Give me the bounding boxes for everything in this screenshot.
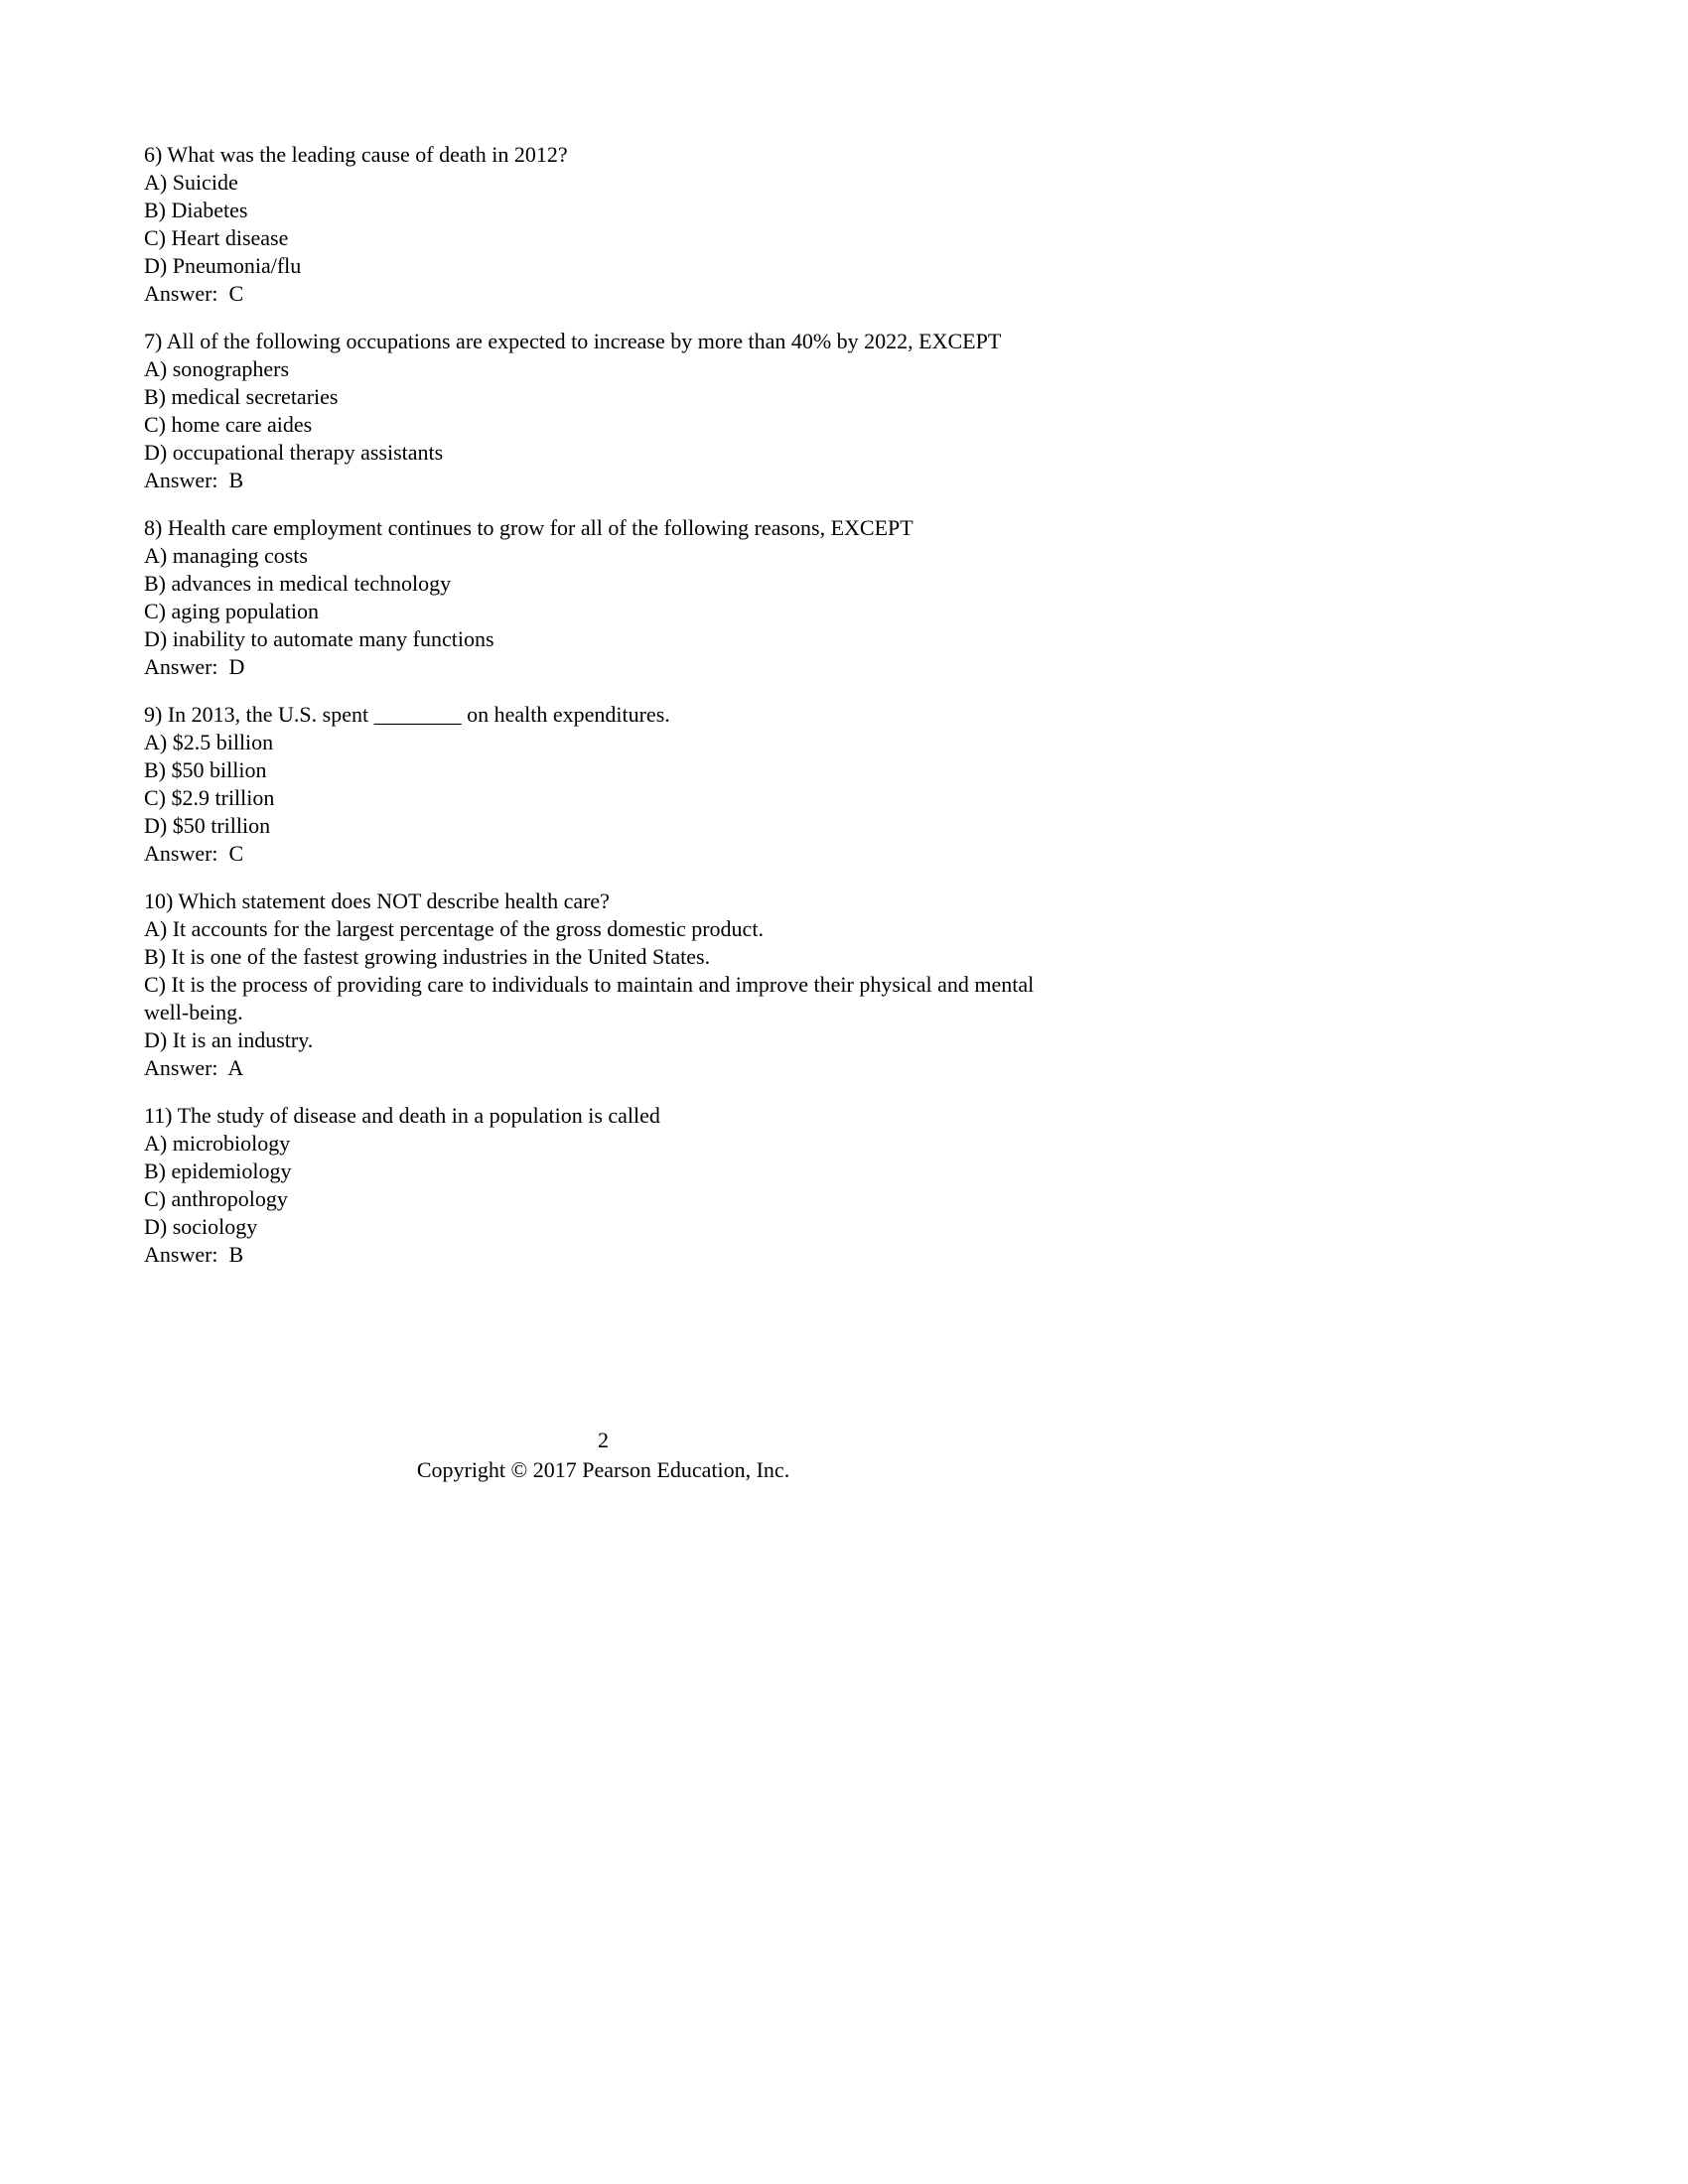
question-stem: 7) All of the following occupations are expected to increase by more than 40% by 2022, EXCEPT <box>144 329 1002 353</box>
answer-line: Answer: B <box>144 1242 244 1267</box>
answer-option: D) inability to automate many functions <box>144 626 494 651</box>
answer-option: C) anthropology <box>144 1186 288 1211</box>
question-block <box>144 328 1062 494</box>
answer-option: A) It accounts for the largest percentage of the gross domestic product. <box>144 916 764 941</box>
answer-option: D) sociology <box>144 1214 258 1239</box>
question-stem: 10) Which statement does NOT describe health care? <box>144 888 610 913</box>
answer-line: Answer: C <box>144 281 244 306</box>
question-block <box>144 701 1062 868</box>
answer-option: D) $50 trillion <box>144 813 271 838</box>
answer-option: D) Pneumonia/flu <box>144 253 302 278</box>
answer-option: A) $2.5 billion <box>144 730 274 754</box>
question-stem: 8) Health care employment continues to grow for all of the following reasons, EXCEPT <box>144 515 914 540</box>
answer-line: Answer: D <box>144 654 245 679</box>
answer-option: B) advances in medical technology <box>144 571 452 596</box>
answer-line: Answer: B <box>144 468 244 492</box>
answer-option: B) It is one of the fastest growing industries in the United States. <box>144 944 711 969</box>
answer-option: C) Heart disease <box>144 225 289 250</box>
answer-option: A) managing costs <box>144 543 308 568</box>
answer-option: B) Diabetes <box>144 198 248 222</box>
answer-line: Answer: C <box>144 841 244 866</box>
question-block <box>144 514 1062 681</box>
page-number: 2 <box>598 1428 609 1452</box>
answer-option: B) epidemiology <box>144 1159 292 1183</box>
answer-option: A) Suicide <box>144 170 238 195</box>
answer-option: C) $2.9 trillion <box>144 785 275 810</box>
answer-option: C) home care aides <box>144 412 313 437</box>
answer-option: C) aging population <box>144 599 319 623</box>
page-footer <box>144 1426 1062 1485</box>
question-block <box>144 887 1062 1082</box>
answer-option: D) occupational therapy assistants <box>144 440 444 465</box>
question-list <box>144 141 1062 1289</box>
answer-option: B) $50 billion <box>144 757 267 782</box>
answer-option: A) sonographers <box>144 356 290 381</box>
question-stem: 11) The study of disease and death in a population is called <box>144 1103 660 1128</box>
answer-option: B) medical secretaries <box>144 384 339 409</box>
answer-option: D) It is an industry. <box>144 1027 314 1052</box>
copyright-line: Copyright © 2017 Pearson Education, Inc. <box>416 1457 790 1482</box>
answer-line: Answer: A <box>144 1055 244 1080</box>
question-stem: 9) In 2013, the U.S. spent ________ on health expenditures. <box>144 702 670 727</box>
question-stem: 6) What was the leading cause of death in 2012? <box>144 142 568 167</box>
answer-option: A) microbiology <box>144 1131 291 1156</box>
question-block <box>144 141 1062 308</box>
question-block <box>144 1102 1062 1269</box>
answer-option: C) It is the process of providing care to individuals to maintain and improve their physical and mental well-being. <box>144 972 1040 1024</box>
